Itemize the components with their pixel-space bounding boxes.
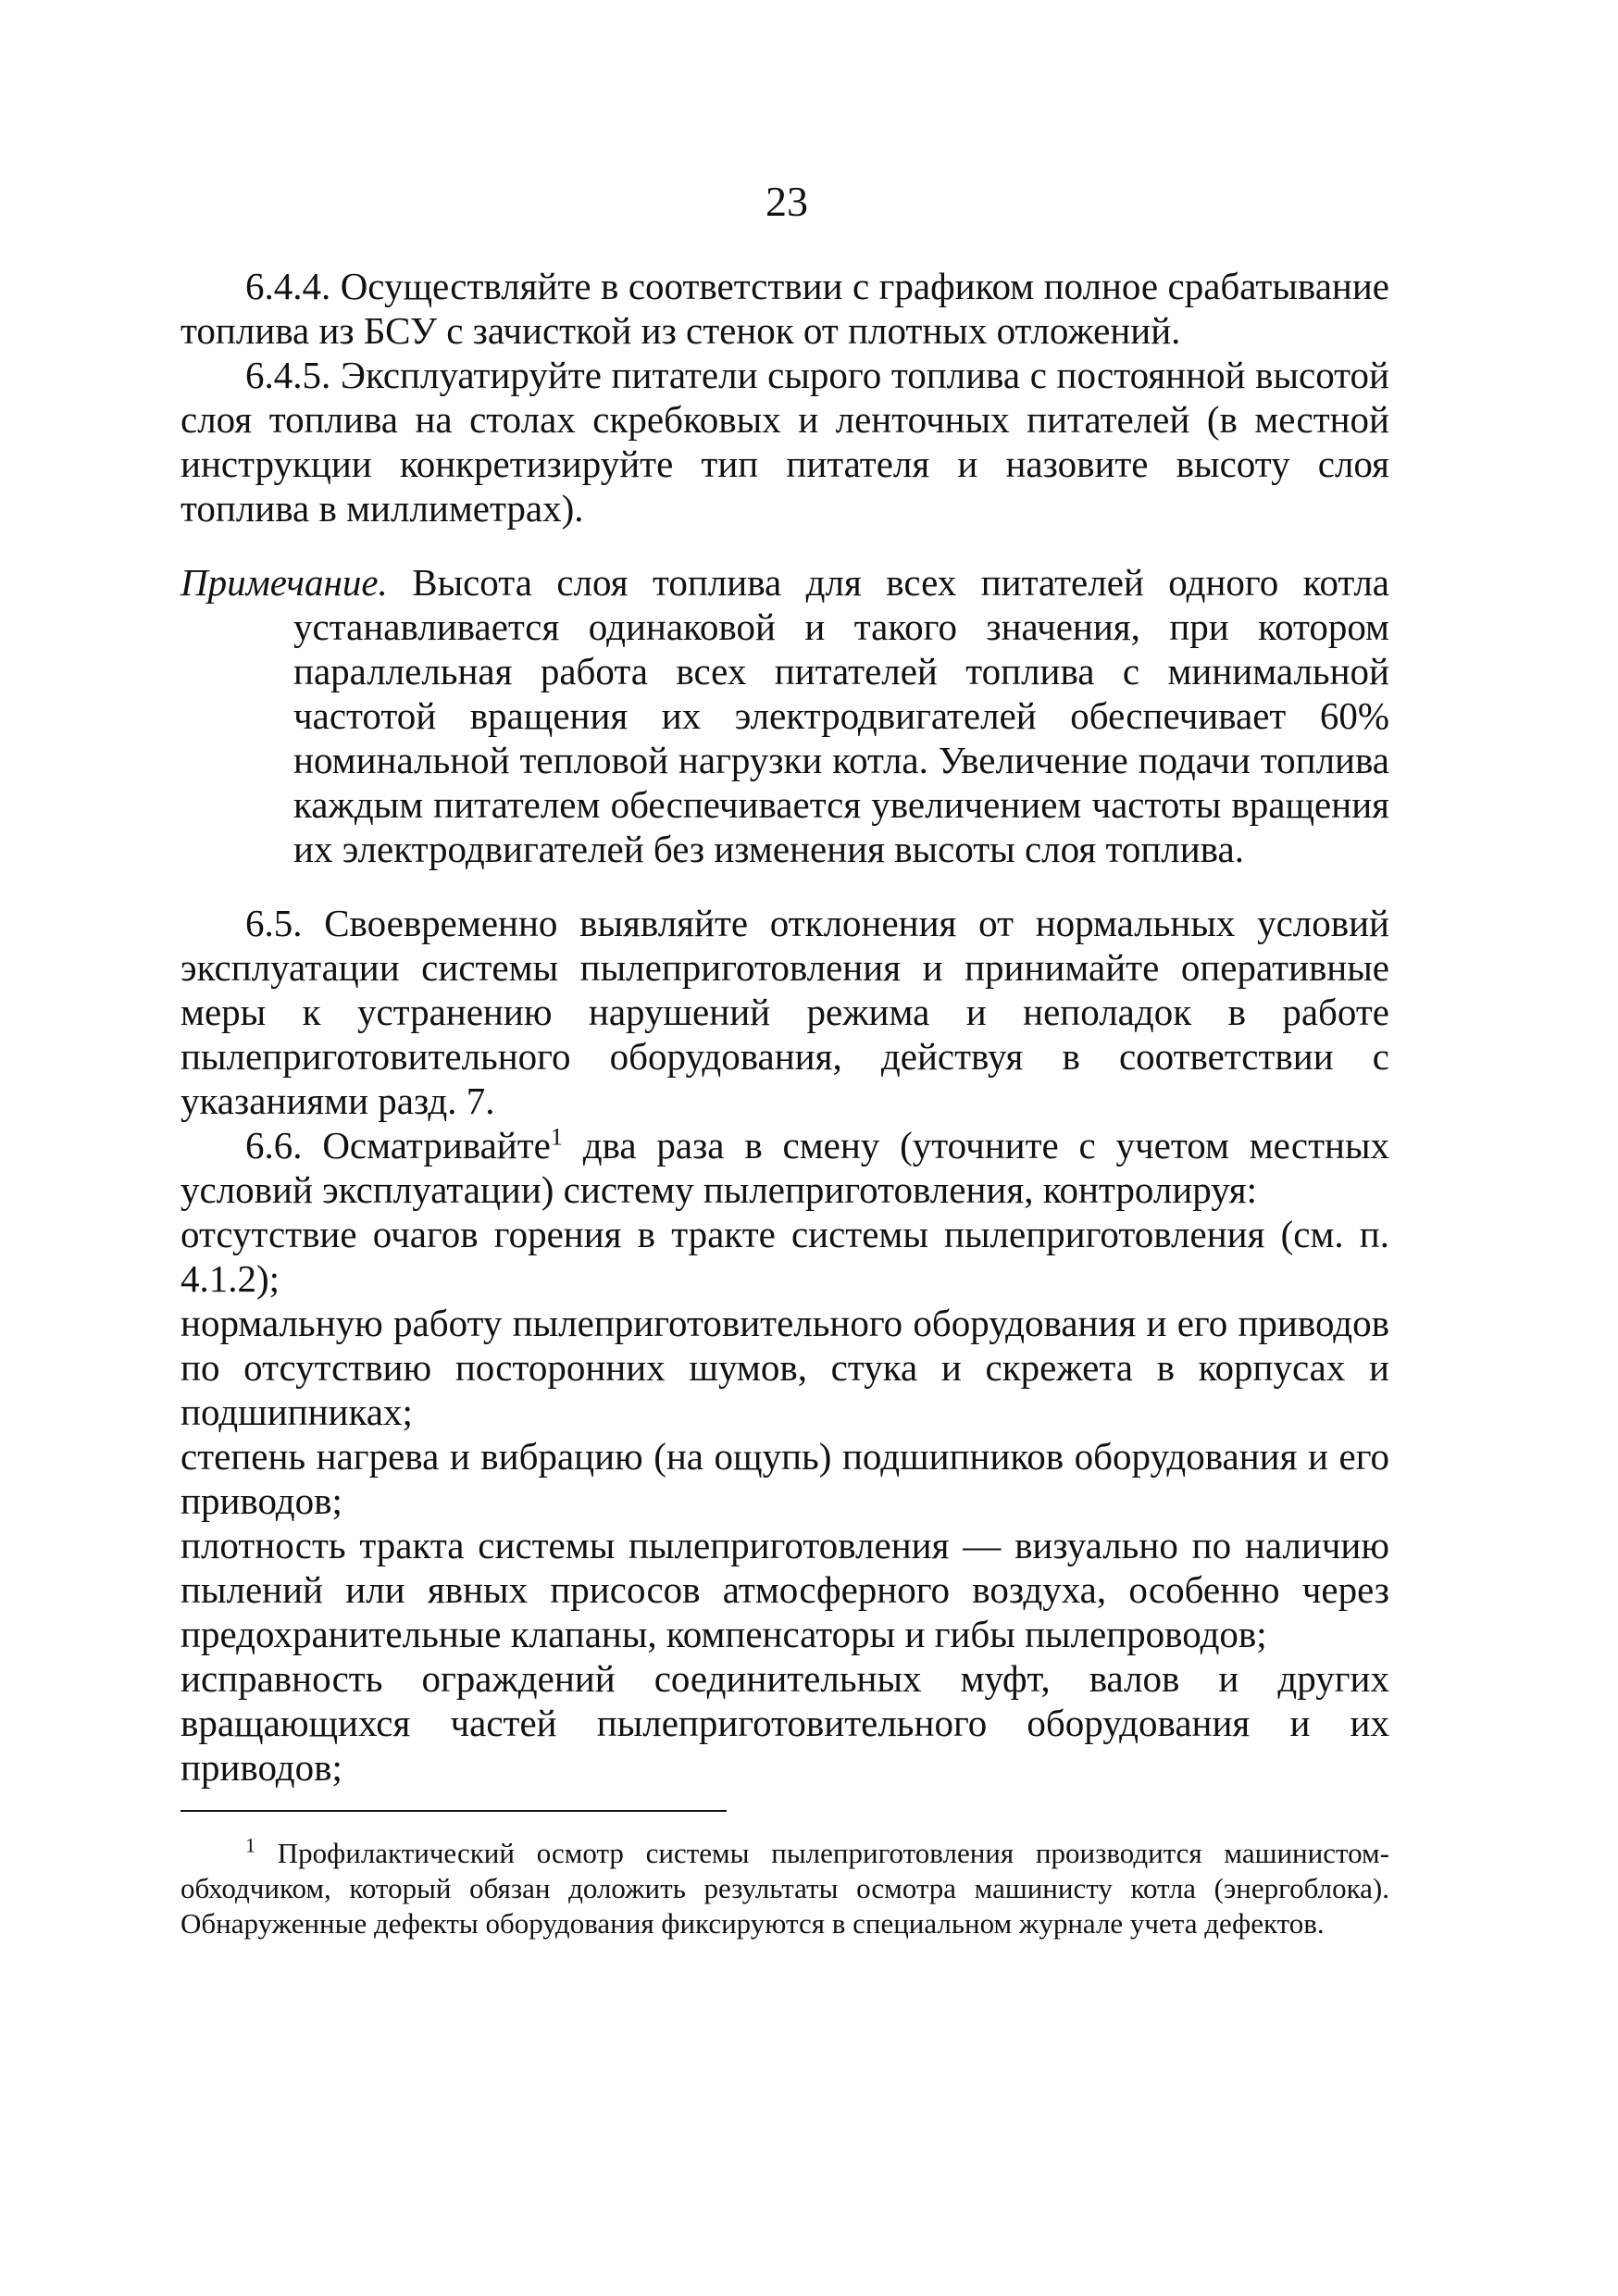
list-item-guards: исправность ограждений соединительных муфт, валов и других вращающихся частей пылеприготовительного оборудования и их приводов; — [180, 1657, 1389, 1789]
note — [180, 560, 1389, 871]
footnote — [180, 1833, 1389, 1941]
main-text — [180, 264, 1389, 1941]
page-number: 23 — [765, 178, 808, 225]
list-item-fire-check: отсутствие очагов горения в тракте системы пылеприготовления (см. п. 4.1.2); — [180, 1213, 1389, 1300]
paragraph-6-6-end: два раза в смену (уточните с учетом местных условий эксплуатации) систему пылеприготовления, контролируя: — [180, 1124, 1389, 1211]
footnote-divider — [180, 1810, 727, 1812]
paragraph-6-5: 6.5. Своевременно выявляйте отклонения от нормальных условий эксплуатации системы пылеприготовления и принимайте оперативные меры к устранению нарушений режима и неполадок в работе пылеприготовительного оборудования, действуя в соответствии с указаниями разд. 7. — [180, 902, 1389, 1122]
footnote-reference: 1 — [550, 1123, 563, 1151]
note-text: Высота слоя топлива для всех питателей одного котла устанавливается одинаковой и такого значения, при котором параллельная работа всех питателей топлива с минимальной частотой вращения их электродвигателей обеспечивает 60% номинальной тепловой нагрузки котла. Увеличение подачи топлива каждым питателем обеспечивается увеличением частоты вращения их электродвигателей без изменения высоты слоя топлива. — [293, 561, 1389, 870]
footnote-mark: 1 — [245, 1833, 255, 1857]
footnote-text: Профилактический осмотр системы пылеприготовления производится машинистом-обходчиком, который обязан доложить результаты осмотра машинисту котла (энергоблока). Обнаруженные дефекты оборудования фиксируются в специальном журнале учета дефектов. — [180, 1837, 1389, 1940]
note-label: Примечание. — [180, 561, 388, 604]
paragraph-6-4-5: 6.4.5. Эксплуатируйте питатели сырого топлива с постоянной высотой слоя топлива на столах скребковых и ленточных питателей (в местной инструкции конкретизируйте тип питателя и назовите высоту слоя топлива в миллиметрах). — [180, 354, 1389, 530]
list-item-bearing-heating: степень нагрева и вибрацию (на ощупь) подшипников оборудования и его приводов; — [180, 1435, 1389, 1522]
paragraph-6-6 — [180, 1123, 1389, 1212]
list-item-equipment-operation: нормальную работу пылеприготовительного оборудования и его приводов по отсутствию посторонних шумов, стука и скрежета в корпусах и подшипниках; — [180, 1302, 1389, 1433]
list-item-tract-tightness: плотность тракта системы пылеприготовления — визуально по наличию пылений или явных присосов атмосферного воздуха, особенно через предохранительные клапаны, компенсаторы и гибы пылепроводов; — [180, 1524, 1389, 1655]
paragraph-6-6-start: 6.6. Осматривайте — [245, 1124, 551, 1167]
paragraph-6-4-4: 6.4.4. Осуществляйте в соответствии с графиком полное срабатывание топлива из БСУ с зачисткой из стенок от плотных отложений. — [180, 265, 1389, 352]
